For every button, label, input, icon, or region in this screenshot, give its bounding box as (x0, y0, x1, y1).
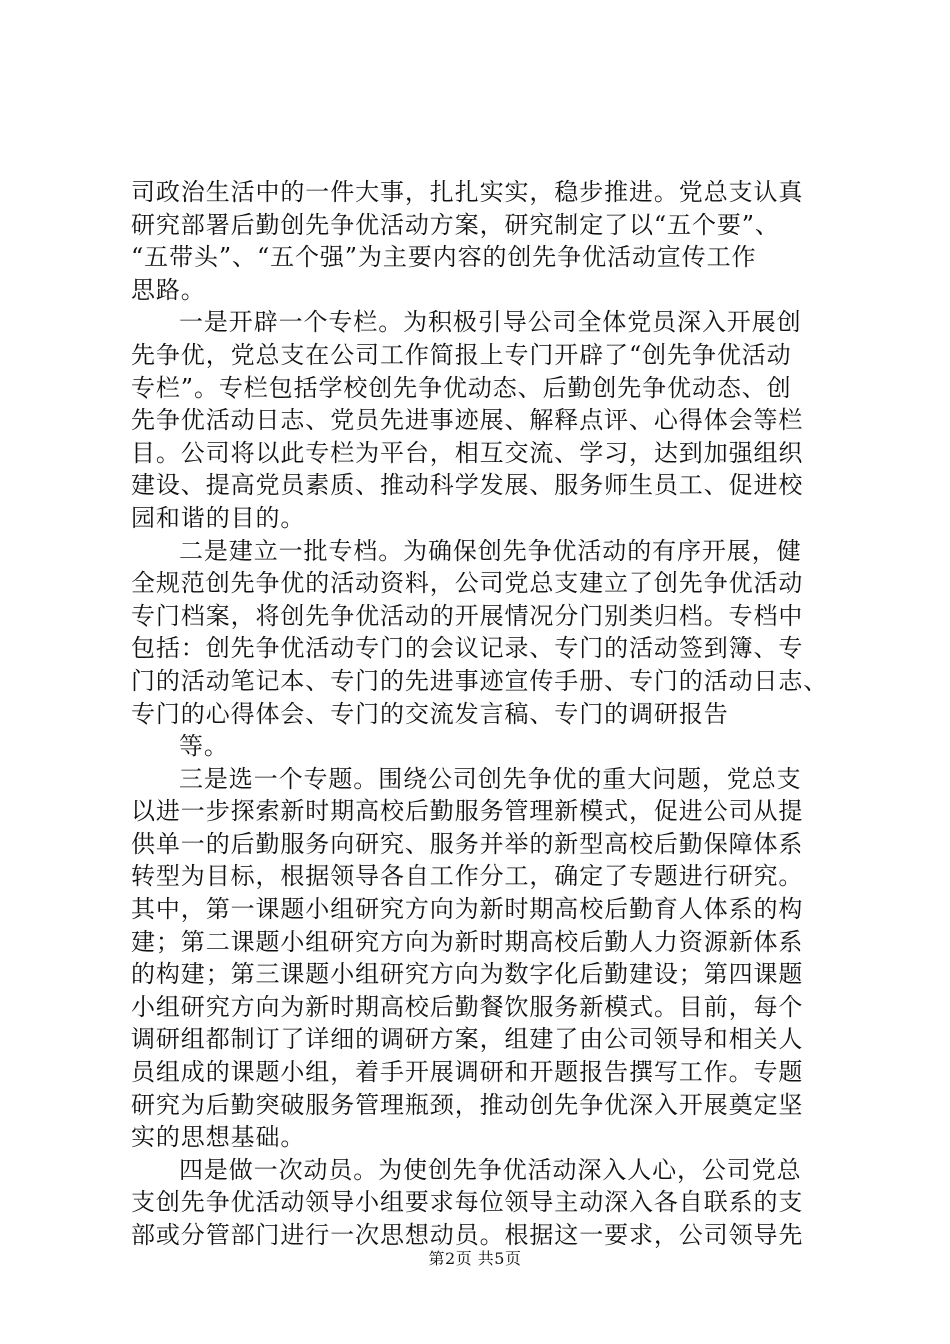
page-footer (0, 1246, 950, 1269)
text-line: 包括：创先争优活动专门的会议记录、专门的活动签到簿、专 (131, 634, 804, 663)
paragraph-start-line: 三是选一个专题。围绕公司创先争优的重大问题，党总支 (179, 764, 802, 793)
text-line: 等。 (179, 732, 229, 761)
text-line: 研究为后勤突破服务管理瓶颈，推动创先争优深入开展奠定坚 (131, 1090, 804, 1119)
text-line: 其中，第一课题小组研究方向为新时期高校后勤育人体系的构 (131, 895, 804, 924)
text-line: 转型为目标，根据领导各自工作分工，确定了专题进行研究。 (131, 862, 804, 891)
text-line: “五带头”、“五个强”为主要内容的创先争优活动宣传工作 (131, 243, 757, 272)
text-line: 门的活动笔记本、专门的先进事迹宣传手册、专门的活动日志、 (131, 666, 829, 695)
paragraph-start-line: 四是做一次动员。为使创先争优活动深入人心，公司党总 (179, 1155, 802, 1184)
text-line: 供单一的后勤服务向研究、服务并举的新型高校后勤保障体系 (131, 829, 804, 858)
text-line: 小组研究方向为新时期高校后勤餐饮服务新模式。目前，每个 (131, 992, 804, 1021)
text-line: 全规范创先争优的活动资料，公司党总支建立了创先争优活动 (131, 569, 804, 598)
text-line: 专栏”。专栏包括学校创先争优动态、后勤创先争优动态、创 (131, 373, 792, 402)
text-line: 建设、提高党员素质、推动科学发展、服务师生员工、促进校 (131, 471, 804, 500)
text-line: 建；第二课题小组研究方向为新时期高校后勤人力资源新体系 (131, 927, 804, 956)
text-line: 司政治生活中的一件大事，扎扎实实，稳步推进。党总支认真 (131, 178, 804, 206)
text-line: 支创先争优活动领导小组要求每位领导主动深入各自联系的支 (131, 1188, 804, 1217)
paragraph-start-line: 二是建立一批专档。为确保创先争优活动的有序开展，健 (179, 536, 802, 565)
text-line: 调研组都制订了详细的调研方案，组建了由公司领导和相关人 (131, 1025, 804, 1054)
text-line: 目。公司将以此专栏为平台，相互交流、学习，达到加强组织 (131, 438, 804, 467)
text-line: 以进一步探索新时期高校后勤服务管理新模式，促进公司从提 (131, 797, 804, 826)
text-line: 先争优，党总支在公司工作简报上专门开辟了“创先争优活动 (131, 340, 792, 369)
document-body (131, 176, 831, 1252)
text-line: 园和谐的目的。 (131, 503, 306, 532)
text-line: 专门的心得体会、专门的交流发言稿、专门的调研报告 (131, 699, 729, 728)
text-line: 的构建；第三课题小组研究方向为数字化后勤建设；第四课题 (131, 960, 804, 989)
page-number: 第2页 共5页 (428, 1249, 522, 1268)
text-line: 部或分管部门进行一次思想动员。根据这一要求，公司领导先 (131, 1221, 804, 1249)
text-line: 实的思想基础。 (131, 1123, 306, 1152)
text-line: 员组成的课题小组，着手开展调研和开题报告撰写工作。专题 (131, 1058, 804, 1087)
paragraph-start-line: 一是开辟一个专栏。为积极引导公司全体党员深入开展创 (179, 308, 802, 337)
text-line: 先争优活动日志、党员先进事迹展、解释点评、心得体会等栏 (131, 406, 804, 435)
text-line: 研究部署后勤创先争优活动方案，研究制定了以“五个要”、 (131, 210, 780, 239)
text-line: 专门档案，将创先争优活动的开展情况分门别类归档。专档中 (131, 601, 804, 630)
text-line: 思路。 (131, 275, 206, 304)
